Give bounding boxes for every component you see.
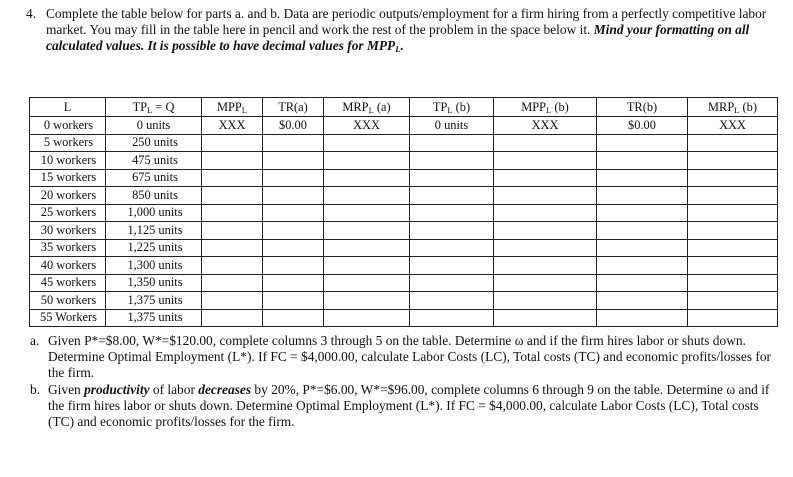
table-row (30, 204, 778, 222)
blank-answer-cell[interactable] (324, 309, 410, 327)
blank-answer-cell[interactable] (688, 222, 778, 240)
part-b-emphasis-decreases: decreases (198, 381, 252, 397)
column-header (410, 98, 494, 117)
blank-answer-cell[interactable] (688, 274, 778, 292)
blank-answer-cell[interactable] (597, 204, 688, 222)
column-header (263, 98, 324, 117)
blank-answer-cell[interactable] (494, 222, 597, 240)
table-cell: $0.00 (263, 117, 324, 135)
blank-answer-cell[interactable] (597, 134, 688, 152)
blank-answer-cell[interactable] (688, 134, 778, 152)
blank-answer-cell[interactable] (410, 204, 494, 222)
table-cell: 1,375 units (106, 309, 202, 327)
part-b-text-post: by 20%, P*=$6.00, W*=$96.00, complete columns 6 through 9 on the table. Determine ω and if the firm hires labor or shuts down. Determine Optimal Employment (L*). If FC = $4,000.00, calculate Labor Costs (LC), Total costs (TC) and economic profits/losses for the firm. (48, 381, 770, 430)
blank-answer-cell[interactable] (202, 204, 263, 222)
column-header-subscript: L (368, 104, 374, 115)
table-cell: 45 workers (30, 274, 106, 292)
question-block (26, 6, 778, 55)
table-cell: 15 workers (30, 169, 106, 187)
blank-answer-cell[interactable] (202, 292, 263, 310)
column-header-subscript: L (241, 104, 247, 115)
table-cell: 1,000 units (106, 204, 202, 222)
emphasis-end: . (400, 38, 404, 54)
blank-answer-cell[interactable] (688, 239, 778, 257)
emphasis-text: Mind your formatting on all calculated values. It is possible to have decimal values for MPP (46, 22, 750, 54)
blank-answer-cell[interactable] (324, 169, 410, 187)
blank-answer-cell[interactable] (597, 239, 688, 257)
blank-answer-cell[interactable] (324, 152, 410, 170)
blank-answer-cell[interactable] (494, 187, 597, 205)
blank-answer-cell[interactable] (688, 309, 778, 327)
table-body (30, 117, 778, 327)
table-row (30, 309, 778, 327)
blank-answer-cell[interactable] (688, 257, 778, 275)
table-row (30, 169, 778, 187)
blank-answer-cell[interactable] (263, 292, 324, 310)
blank-answer-cell[interactable] (494, 292, 597, 310)
blank-answer-cell[interactable] (202, 274, 263, 292)
blank-answer-cell[interactable] (494, 274, 597, 292)
part-b (30, 382, 780, 431)
blank-answer-cell[interactable] (597, 169, 688, 187)
blank-answer-cell[interactable] (263, 152, 324, 170)
column-header-subscript: L (734, 104, 740, 115)
table-cell: 35 workers (30, 239, 106, 257)
blank-answer-cell[interactable] (410, 292, 494, 310)
table-cell: XXX (324, 117, 410, 135)
table-row (30, 134, 778, 152)
table-row (30, 187, 778, 205)
data-table (29, 97, 778, 327)
blank-answer-cell[interactable] (410, 134, 494, 152)
column-header-suffix: (b) (452, 99, 471, 114)
table-cell: XXX (494, 117, 597, 135)
part-b-text-pre: Given (48, 381, 85, 397)
part-a-text: Given P*=$8.00, W*=$120.00, complete columns 3 through 5 on the table. Determine ω and if the firm hires labor or shuts down. Determine Optimal Employment (L*). If FC = $4,000.00, calculate Labor Costs (LC), Total costs (TC) and economic profits/losses for the firm. (48, 333, 771, 381)
column-header-main: MPP (521, 99, 547, 114)
blank-answer-cell[interactable] (597, 274, 688, 292)
table-row (30, 222, 778, 240)
blank-answer-cell[interactable] (597, 257, 688, 275)
column-header (324, 98, 410, 117)
column-header-main: MPP (216, 99, 242, 114)
blank-answer-cell[interactable] (410, 222, 494, 240)
blank-answer-cell[interactable] (597, 309, 688, 327)
table-cell: 1,375 units (106, 292, 202, 310)
question-intro: Complete the table below for parts a. and b. Data are periodic outputs/employment for a firm hiring from a perfectly competitive labor market. You may fill in the table here in pencil and work the rest of the problem in the space below it. (46, 6, 767, 38)
blank-answer-cell[interactable] (263, 204, 324, 222)
emphasis-subscript: L (395, 44, 401, 55)
table-cell: 0 workers (30, 117, 106, 135)
blank-answer-cell[interactable] (202, 239, 263, 257)
table-row (30, 117, 778, 135)
blank-answer-cell[interactable] (494, 309, 597, 327)
blank-answer-cell[interactable] (202, 257, 263, 275)
table-cell: 25 workers (30, 204, 106, 222)
blank-answer-cell[interactable] (202, 152, 263, 170)
blank-answer-cell[interactable] (688, 169, 778, 187)
blank-answer-cell[interactable] (494, 257, 597, 275)
blank-answer-cell[interactable] (263, 274, 324, 292)
blank-answer-cell[interactable] (263, 187, 324, 205)
blank-answer-cell[interactable] (324, 274, 410, 292)
blank-answer-cell[interactable] (688, 292, 778, 310)
blank-answer-cell[interactable] (202, 187, 263, 205)
blank-answer-cell[interactable] (324, 222, 410, 240)
table-cell: 1,350 units (106, 274, 202, 292)
column-header (597, 98, 688, 117)
table-cell: 50 workers (30, 292, 106, 310)
question-text (46, 6, 778, 55)
blank-answer-cell[interactable] (263, 309, 324, 327)
blank-answer-cell[interactable] (263, 239, 324, 257)
blank-answer-cell[interactable] (597, 222, 688, 240)
column-header-main: MRP (708, 99, 735, 114)
blank-answer-cell[interactable] (324, 204, 410, 222)
column-header-main: TR(b) (626, 99, 658, 114)
blank-answer-cell[interactable] (688, 204, 778, 222)
blank-answer-cell[interactable] (324, 239, 410, 257)
table-cell: 40 workers (30, 257, 106, 275)
column-header (494, 98, 597, 117)
column-header-suffix: (b) (551, 99, 569, 114)
column-header-suffix: (b) (739, 99, 757, 114)
blank-answer-cell[interactable] (324, 257, 410, 275)
table-cell: 675 units (106, 169, 202, 187)
blank-answer-cell[interactable] (410, 187, 494, 205)
column-header-subscript: L (447, 104, 453, 115)
blank-answer-cell[interactable] (324, 134, 410, 152)
table-cell: 30 workers (30, 222, 106, 240)
blank-answer-cell[interactable] (410, 239, 494, 257)
blank-answer-cell[interactable] (263, 257, 324, 275)
blank-answer-cell[interactable] (494, 239, 597, 257)
blank-answer-cell[interactable] (324, 187, 410, 205)
column-header-main: TR(a) (278, 99, 308, 114)
table-row (30, 239, 778, 257)
blank-answer-cell[interactable] (263, 169, 324, 187)
part-a (30, 333, 780, 382)
blank-answer-cell[interactable] (263, 222, 324, 240)
parts-list (30, 333, 780, 430)
column-header-subscript: L (546, 104, 552, 115)
blank-answer-cell[interactable] (410, 152, 494, 170)
blank-answer-cell[interactable] (202, 169, 263, 187)
blank-answer-cell[interactable] (494, 134, 597, 152)
table-cell: 20 workers (30, 187, 106, 205)
table-cell: 475 units (106, 152, 202, 170)
blank-answer-cell[interactable] (410, 169, 494, 187)
blank-answer-cell[interactable] (597, 187, 688, 205)
blank-answer-cell[interactable] (263, 134, 324, 152)
table-cell: 10 workers (30, 152, 106, 170)
table-row (30, 292, 778, 310)
blank-answer-cell[interactable] (202, 134, 263, 152)
blank-answer-cell[interactable] (494, 204, 597, 222)
part-b-text-mid: of labor (149, 381, 199, 397)
column-header (688, 98, 778, 117)
part-b-emphasis-productivity: productivity (84, 381, 150, 397)
blank-answer-cell[interactable] (688, 152, 778, 170)
table-cell: 1,125 units (106, 222, 202, 240)
table-cell: 1,300 units (106, 257, 202, 275)
column-header (106, 98, 202, 117)
part-a-letter: a. (30, 333, 40, 348)
part-b-letter: b. (30, 381, 41, 397)
blank-answer-cell[interactable] (494, 169, 597, 187)
column-header-subscript: L (147, 104, 153, 115)
table-row (30, 274, 778, 292)
blank-answer-cell[interactable] (324, 292, 410, 310)
table-cell: 0 units (106, 117, 202, 135)
question-number: 4. (26, 6, 37, 21)
blank-answer-cell[interactable] (597, 292, 688, 310)
table-cell: $0.00 (597, 117, 688, 135)
table-cell: 5 workers (30, 134, 106, 152)
table-cell: XXX (688, 117, 778, 135)
blank-answer-cell[interactable] (410, 274, 494, 292)
blank-answer-cell[interactable] (688, 187, 778, 205)
column-header-suffix: (a) (373, 99, 391, 114)
table-cell: XXX (202, 117, 263, 135)
column-header-main: MRP (342, 99, 369, 114)
blank-answer-cell[interactable] (494, 152, 597, 170)
table-cell: 55 Workers (30, 309, 106, 327)
table-row (30, 257, 778, 275)
table-row (30, 152, 778, 170)
table-cell: 1,225 units (106, 239, 202, 257)
column-header (202, 98, 263, 117)
blank-answer-cell[interactable] (410, 309, 494, 327)
column-header-main: TP (432, 99, 448, 114)
column-header-main: TP (132, 99, 148, 114)
column-header (30, 98, 106, 117)
blank-answer-cell[interactable] (202, 222, 263, 240)
column-header-main: L (63, 99, 72, 114)
table-cell: 850 units (106, 187, 202, 205)
blank-answer-cell[interactable] (410, 257, 494, 275)
column-header-suffix: = Q (152, 99, 175, 114)
table-cell: 0 units (410, 117, 494, 135)
blank-answer-cell[interactable] (597, 152, 688, 170)
blank-answer-cell[interactable] (202, 309, 263, 327)
table-cell: 250 units (106, 134, 202, 152)
table-header-row (30, 98, 778, 117)
